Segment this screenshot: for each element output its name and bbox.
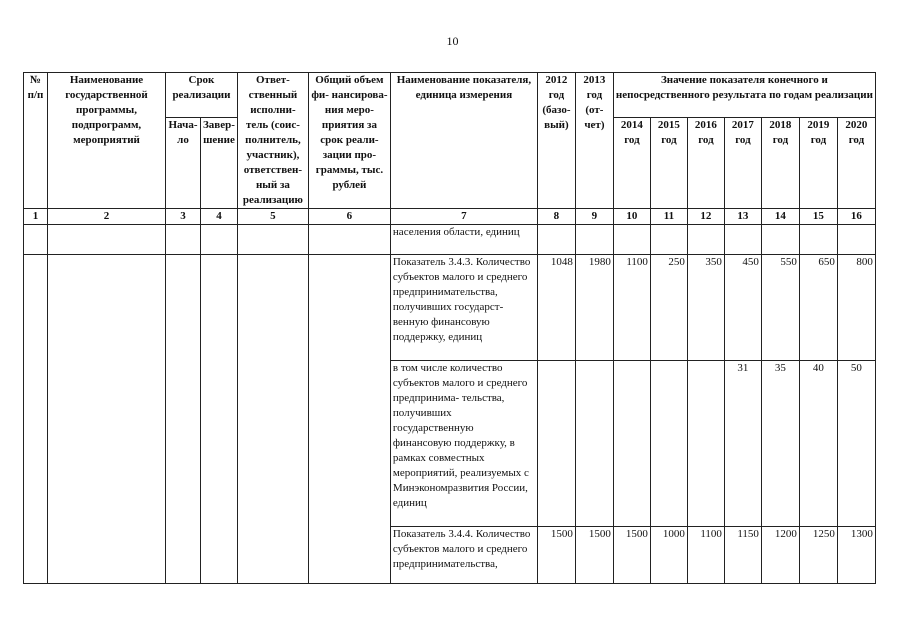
column-number: 5	[237, 209, 308, 225]
indicator-name: в том числе количество субъектов малого и среднего предпринима- тельства, получивших государственную финансовую поддержку, в рамках совместных мероприятий, реализуемых с Минэкономразвития России, единиц	[390, 361, 537, 527]
value-year: 31	[724, 361, 761, 527]
header-year: 2016 год	[687, 117, 724, 208]
empty-number-cell	[24, 255, 48, 584]
value-year: 550	[761, 255, 799, 361]
header-year: 2019 год	[799, 117, 837, 208]
column-number: 10	[613, 209, 650, 225]
indicator-name: Показатель 3.4.4. Количество субъектов малого и среднего предпринимательства,	[390, 527, 537, 584]
column-number: 14	[761, 209, 799, 225]
column-number-row	[24, 209, 876, 225]
value-year: 650	[799, 255, 837, 361]
empty-start-cell	[166, 255, 201, 584]
page-number: 10	[446, 34, 459, 48]
value-year: 350	[687, 255, 724, 361]
value-2013: 1500	[575, 527, 613, 584]
column-number: 11	[650, 209, 687, 225]
column-number: 4	[201, 209, 238, 225]
header-values-by-year: Значение показателя конечного и непосредственного результата по годам реализации	[613, 73, 875, 118]
header-total-funding: Общий объем фи- нансирова- ния меро- приятия за срок реали- зации про- граммы, тыс. рублей	[308, 73, 390, 209]
header-program-name: Наименование государственной программы, подпрограмм, мероприятий	[48, 73, 166, 209]
header-end: Завер- шение	[201, 117, 238, 208]
header-year: 2020 год	[837, 117, 875, 208]
header-2013-report: 2013 год (от- чет)	[575, 73, 613, 209]
header-year: 2014 год	[613, 117, 650, 208]
value-2013: 1980	[575, 255, 613, 361]
value-year: 50	[837, 361, 875, 527]
table-row	[24, 225, 876, 255]
value-year: 1250	[799, 527, 837, 584]
header-number: № п/п	[24, 73, 48, 209]
header-start: Нача- ло	[166, 117, 201, 208]
column-number: 16	[837, 209, 875, 225]
column-number: 6	[308, 209, 390, 225]
value-year: 250	[650, 255, 687, 361]
header-year: 2018 год	[761, 117, 799, 208]
column-number: 9	[575, 209, 613, 225]
column-number: 13	[724, 209, 761, 225]
header-year: 2015 год	[650, 117, 687, 208]
column-number: 8	[537, 209, 575, 225]
value-year: 800	[837, 255, 875, 361]
value-year: 450	[724, 255, 761, 361]
column-number: 7	[390, 209, 537, 225]
indicator-name: Показатель 3.4.3. Количество субъектов малого и среднего предпринимательства, получивших государст- венную финансовую поддержку, единиц	[390, 255, 537, 361]
header-2012-base: 2012 год (базо- вый)	[537, 73, 575, 209]
value-year: 1150	[724, 527, 761, 584]
empty-program-cell	[48, 255, 166, 584]
header-responsible: Ответ- ственный исполни- тель (соис- полнитель, участник), ответствен- ный за реализацию	[237, 73, 308, 209]
value-year: 1500	[613, 527, 650, 584]
empty-funding-cell	[308, 255, 390, 584]
value-2012: 1048	[537, 255, 575, 361]
indicators-table	[23, 72, 876, 584]
header-period: Срок реализации	[166, 73, 238, 118]
value-2012: 1500	[537, 527, 575, 584]
column-number: 15	[799, 209, 837, 225]
value-year: 35	[761, 361, 799, 527]
table-row	[24, 255, 876, 361]
value-year: 1100	[687, 527, 724, 584]
column-number: 12	[687, 209, 724, 225]
value-year: 40	[799, 361, 837, 527]
column-number: 1	[24, 209, 48, 225]
indicator-name: населения области, единиц	[390, 225, 537, 255]
column-number: 2	[48, 209, 166, 225]
header-year: 2017 год	[724, 117, 761, 208]
value-year: 1300	[837, 527, 875, 584]
value-year: 1200	[761, 527, 799, 584]
column-number: 3	[166, 209, 201, 225]
header-indicator-name: Наименование показателя, единица измерения	[390, 73, 537, 209]
empty-end-cell	[201, 255, 238, 584]
value-year: 1000	[650, 527, 687, 584]
value-year: 1100	[613, 255, 650, 361]
empty-responsible-cell	[237, 255, 308, 584]
